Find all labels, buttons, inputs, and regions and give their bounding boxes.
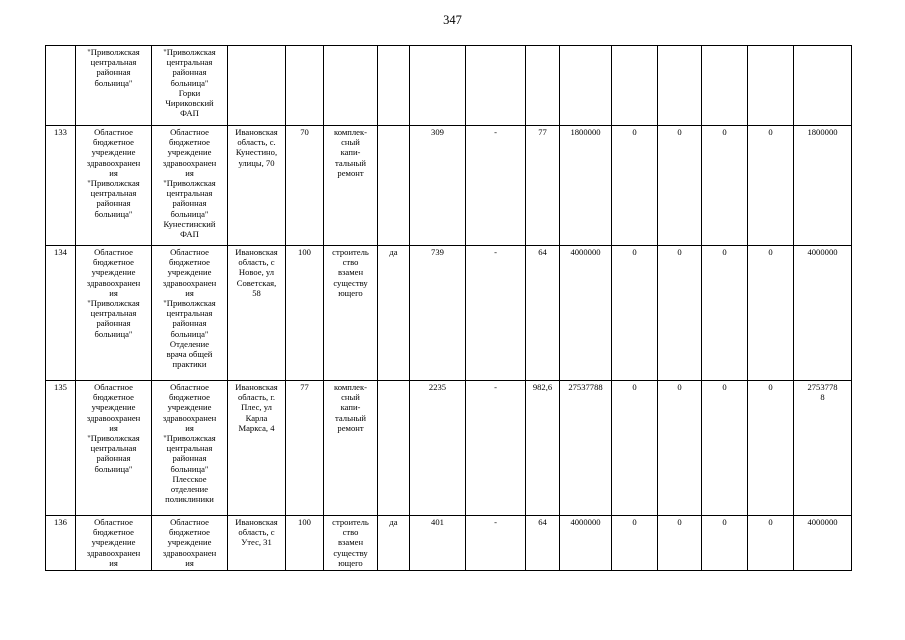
total-cell: 4000000 (560, 516, 612, 571)
address-cell: Ивановская область, г. Плес, ул Карла Маркса, 4 (228, 381, 286, 516)
area-cell (410, 46, 466, 126)
table-row (46, 381, 852, 516)
work-type-cell: строитель ство взамен существу ющего (324, 516, 378, 571)
row-number (46, 46, 76, 126)
size-cell: 982,6 (526, 381, 560, 516)
area-cell: 739 (410, 246, 466, 381)
value-cell: 0 (702, 516, 748, 571)
value-cell: 0 (658, 126, 702, 246)
value-cell: 0 (748, 246, 794, 381)
value-cell: 0 (612, 516, 658, 571)
size-cell: 77 (526, 126, 560, 246)
value-cell: 0 (702, 381, 748, 516)
customer-cell: Областное бюджетное учреждение здравоохранен ия "Приволжская центральная районная больница" (76, 126, 152, 246)
data-table (45, 45, 852, 571)
area-cell: 401 (410, 516, 466, 571)
dash-cell: - (466, 246, 526, 381)
row-number: 134 (46, 246, 76, 381)
address-cell (228, 46, 286, 126)
row-number: 135 (46, 381, 76, 516)
value-cell: 0 (748, 381, 794, 516)
flag-cell (378, 46, 410, 126)
customer-cell: Областное бюджетное учреждение здравоохранен ия "Приволжская центральная районная больница" (76, 381, 152, 516)
table-row (46, 516, 852, 571)
share-cell: 70 (286, 126, 324, 246)
table-row (46, 246, 852, 381)
size-cell: 64 (526, 516, 560, 571)
last-total-cell: 4000000 (794, 516, 852, 571)
table-row (46, 46, 852, 126)
share-cell: 100 (286, 246, 324, 381)
size-cell (526, 46, 560, 126)
total-cell: 4000000 (560, 246, 612, 381)
customer-cell: Областное бюджетное учреждение здравоохранен ия "Приволжская центральная районная больница" (76, 246, 152, 381)
value-cell: 0 (612, 126, 658, 246)
area-cell: 309 (410, 126, 466, 246)
row-number: 136 (46, 516, 76, 571)
row-number: 133 (46, 126, 76, 246)
value-cell (658, 46, 702, 126)
last-total-cell: 4000000 (794, 246, 852, 381)
customer-cell: "Приволжская центральная районная больница" (76, 46, 152, 126)
dash-cell: - (466, 381, 526, 516)
total-cell: 27537788 (560, 381, 612, 516)
customer-cell: Областное бюджетное учреждение здравоохранен ия (76, 516, 152, 571)
value-cell (748, 46, 794, 126)
object-cell: Областное бюджетное учреждение здравоохранен ия (152, 516, 228, 571)
flag-cell (378, 126, 410, 246)
last-total-cell: 2753778 8 (794, 381, 852, 516)
work-type-cell: строитель ство взамен существу ющего (324, 246, 378, 381)
area-cell: 2235 (410, 381, 466, 516)
value-cell (612, 46, 658, 126)
last-total-cell: 1800000 (794, 126, 852, 246)
value-cell: 0 (658, 246, 702, 381)
total-cell (560, 46, 612, 126)
value-cell: 0 (748, 516, 794, 571)
flag-cell: да (378, 516, 410, 571)
value-cell: 0 (748, 126, 794, 246)
share-cell: 100 (286, 516, 324, 571)
value-cell: 0 (612, 381, 658, 516)
object-cell: "Приволжская центральная районная больница" Горки Чириковский ФАП (152, 46, 228, 126)
share-cell (286, 46, 324, 126)
value-cell: 0 (658, 516, 702, 571)
value-cell: 0 (658, 381, 702, 516)
object-cell: Областное бюджетное учреждение здравоохранен ия "Приволжская центральная районная больница" Отделение врача общей практики (152, 246, 228, 381)
share-cell: 77 (286, 381, 324, 516)
flag-cell: да (378, 246, 410, 381)
dash-cell: - (466, 126, 526, 246)
total-cell: 1800000 (560, 126, 612, 246)
value-cell: 0 (702, 246, 748, 381)
work-type-cell: комплек- сный капи- тальный ремонт (324, 381, 378, 516)
last-total-cell (794, 46, 852, 126)
dash-cell: - (466, 516, 526, 571)
table-row (46, 126, 852, 246)
work-type-cell: комплек- сный капи- тальный ремонт (324, 126, 378, 246)
object-cell: Областное бюджетное учреждение здравоохранен ия "Приволжская центральная районная больница" Плесское отделение поликлиники (152, 381, 228, 516)
address-cell: Ивановская область, с Новое, ул Советская, 58 (228, 246, 286, 381)
value-cell: 0 (702, 126, 748, 246)
address-cell: Ивановская область, с. Кунестино, улицы, 70 (228, 126, 286, 246)
value-cell (702, 46, 748, 126)
size-cell: 64 (526, 246, 560, 381)
address-cell: Ивановская область, с Утес, 31 (228, 516, 286, 571)
value-cell: 0 (612, 246, 658, 381)
work-type-cell (324, 46, 378, 126)
object-cell: Областное бюджетное учреждение здравоохранен ия "Приволжская центральная районная больница" Кунестинский ФАП (152, 126, 228, 246)
page-number: 347 (443, 13, 462, 27)
dash-cell (466, 46, 526, 126)
flag-cell (378, 381, 410, 516)
